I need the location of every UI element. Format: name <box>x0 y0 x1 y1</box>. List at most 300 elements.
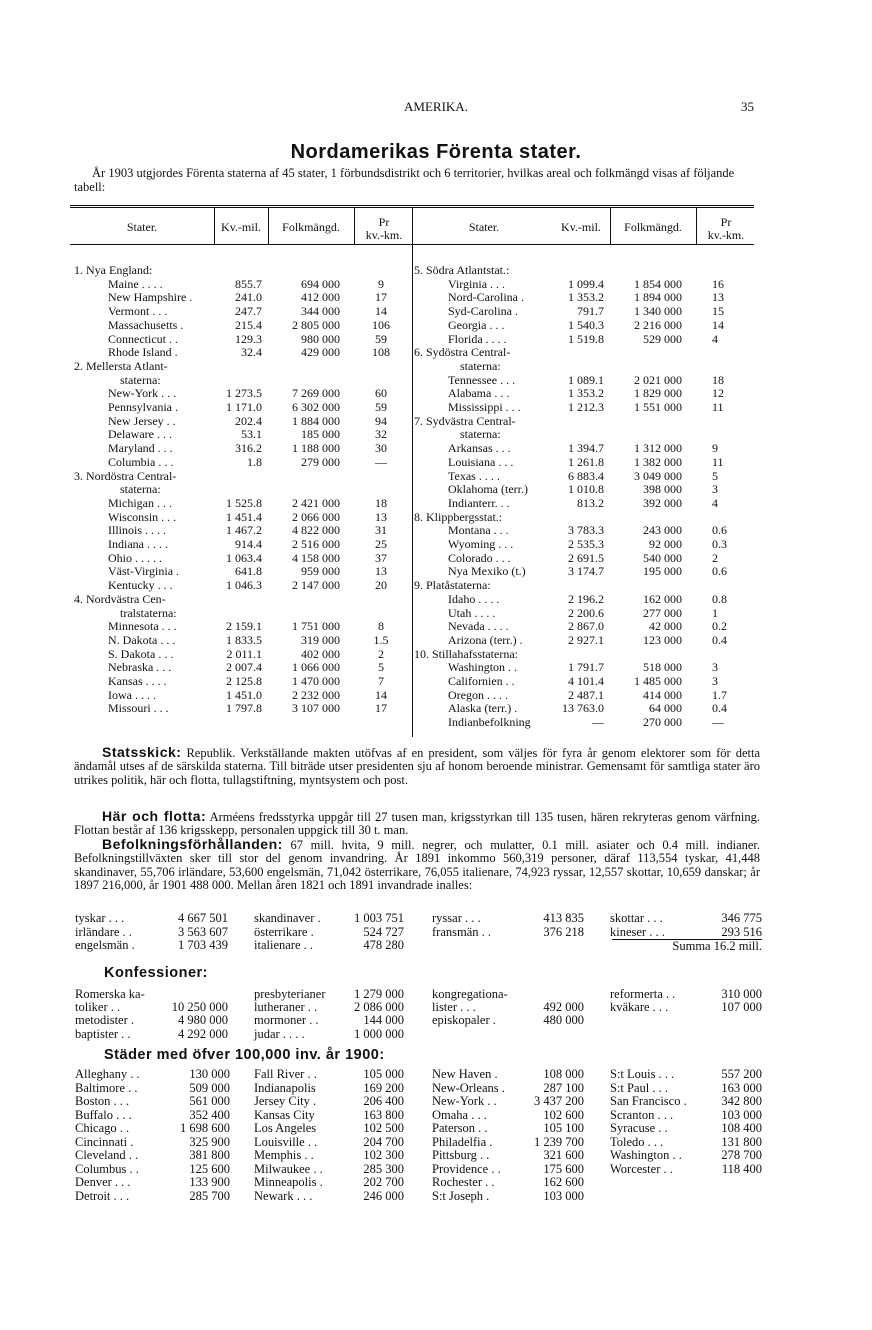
state-name: Väst-Virginia . <box>108 564 180 579</box>
row-label: kväkare . . . <box>610 1000 669 1015</box>
row-label: Pittsburg . . <box>432 1148 490 1162</box>
area-value: 2 200.6 <box>568 605 604 620</box>
density-value: 17 <box>375 290 387 305</box>
area-value: 316.2 <box>235 441 262 456</box>
befolkning-lead: Befolkningsförhållanden: <box>102 836 283 852</box>
density-value: 8 <box>378 619 384 634</box>
state-name: Missouri . . . <box>108 701 169 716</box>
page-number: 35 <box>741 99 754 114</box>
row-value: 287 100 <box>543 1080 584 1095</box>
area-value: 791.7 <box>577 304 604 319</box>
population-value: 2 421 000 <box>292 495 340 510</box>
density-value: 59 <box>375 331 387 346</box>
table-col-divider <box>696 207 697 244</box>
population-value: 980 000 <box>301 331 340 346</box>
density-value: 3 <box>712 674 718 688</box>
area-value: 1 467.2 <box>226 523 262 538</box>
density-value: 13 <box>712 290 724 305</box>
area-value: 1 261.8 <box>568 454 604 469</box>
state-name: Columbia . . . <box>108 454 174 469</box>
area-value: 4 101.4 <box>568 674 604 688</box>
region-heading: 10. Stillahafsstaterna: <box>414 646 518 661</box>
population-value: 185 000 <box>301 427 340 442</box>
row-value: 105 000 <box>363 1067 404 1081</box>
area-value: 855.7 <box>235 276 262 291</box>
state-name: Utah . . . . <box>448 605 496 620</box>
row-value: 133 900 <box>189 1175 230 1189</box>
area-value: 1 540.3 <box>568 317 604 332</box>
density-value: 15 <box>712 304 724 319</box>
row-label: Columbus . . <box>75 1161 139 1176</box>
population-value: 92 000 <box>649 537 682 551</box>
density-value: 12 <box>712 386 724 401</box>
row-value: 4 292 000 <box>178 1026 228 1041</box>
area-value: 2 927.1 <box>568 632 604 647</box>
population-value: 6 302 000 <box>292 400 340 414</box>
row-value: 175 600 <box>543 1161 584 1176</box>
population-value: 398 000 <box>643 482 682 497</box>
region-heading: 7. Sydvästra Central- <box>414 413 516 428</box>
population-value: 1 066 000 <box>292 660 340 675</box>
state-name: Illinois . . . . <box>108 523 167 538</box>
table-col-divider <box>268 207 269 244</box>
row-value: 1 000 000 <box>354 1026 404 1041</box>
row-label: Washington . . <box>610 1148 682 1162</box>
density-value: 4 <box>712 495 718 510</box>
population-value: 402 000 <box>301 646 340 661</box>
density-value: 0.6 <box>712 564 727 579</box>
area-value: 1 099.4 <box>568 276 604 291</box>
row-value: 163 000 <box>721 1080 762 1095</box>
row-label: Fall River . . <box>254 1067 317 1081</box>
population-value: 277 000 <box>643 605 682 620</box>
header-kvmil-left: Kv.-mil. <box>221 220 261 234</box>
density-value: 9 <box>712 441 718 456</box>
area-value: 813.2 <box>577 495 604 510</box>
row-label: S:t Paul . . . <box>610 1080 668 1095</box>
density-value: 32 <box>375 427 387 442</box>
density-value: 13 <box>375 564 387 579</box>
population-value: 64 000 <box>649 701 682 716</box>
density-value: 0.6 <box>712 523 727 538</box>
row-label: Indianapolis <box>254 1080 316 1095</box>
population-value: 412 000 <box>301 290 340 305</box>
area-value: 13 763.0 <box>562 701 604 716</box>
area-value: 2 535.3 <box>568 537 604 551</box>
area-value: 1 394.7 <box>568 441 604 456</box>
density-value: 4 <box>712 331 718 346</box>
area-value: 1 212.3 <box>568 400 604 414</box>
row-value: 4 980 000 <box>178 1013 228 1028</box>
befolkning-text: 67 mill. hvita, 9 mill. negrer, och mulatter, 0.1 mill. asiater och 0.4 mill. indianer. Befolkningstillväxten sker till stor del genom invandring. År 1891 inkommo 560,319 personer, däraf 113,554 tyskar, 41,448 skandinaver, 55,706 irländare, 53,600 engelsmän, 71,042 österrikare, 76,055 italienare, 74,923 ryssar, 12,557 skottar, 10,659 danskar; år 1897 216,000, år 1901 488 000. Mellan åren 1821 och 1891 invandrade inalles: <box>74 838 761 892</box>
population-value: 429 000 <box>301 345 340 360</box>
row-label: San Francisco . <box>610 1094 687 1108</box>
area-value: 53.1 <box>241 427 262 442</box>
density-value: 13 <box>375 509 387 524</box>
area-value: 2 011.1 <box>226 646 262 661</box>
density-value: 5 <box>712 468 718 483</box>
row-label: skottar . . . <box>610 911 663 925</box>
row-value: 103 000 <box>721 1107 762 1122</box>
density-value: 17 <box>375 701 387 716</box>
density-value: 14 <box>712 317 724 332</box>
area-value: 1 171.0 <box>226 400 262 414</box>
state-name: Rhode Island . <box>108 345 178 360</box>
area-value: 2 691.5 <box>568 550 604 565</box>
row-value: 293 516 <box>721 924 762 939</box>
header-pr-left: Pr <box>378 215 390 229</box>
state-name: Kansas . . . . <box>108 674 167 688</box>
row-label: Cleveland . . <box>75 1148 139 1162</box>
population-value: 7 269 000 <box>292 386 340 401</box>
density-value: 18 <box>712 372 724 387</box>
area-value: 1 791.7 <box>568 660 604 675</box>
state-name: Montana . . . <box>448 523 509 538</box>
density-value: 94 <box>375 413 387 428</box>
intro-paragraph: År 1903 utgjordes Förenta staterna af 45 stater, 1 förbundsdistrikt och 6 territorier, hvilkas areal och folkmängd visas af följande tabell: <box>74 166 735 194</box>
state-name: Louisiana . . . <box>448 454 514 469</box>
population-value: 1 485 000 <box>634 674 682 688</box>
statsskick-text: Republik. Verkställande makten utöfvas af en president, som väljes för fyra år genom elektorer som för detta ändamål utses af de särskilda staterna. Till biträde utser presidenten sju af honom beroende ministrar. Gemensamt för samtliga stater äro utrikes politik, här och flotta, tullagstiftning, myntsystem och post. <box>74 746 760 787</box>
state-name: S. Dakota . . . <box>108 646 174 661</box>
row-value: 108 400 <box>721 1121 762 1135</box>
row-label: New-Orleans . <box>432 1080 505 1095</box>
population-value: 1 751 000 <box>292 619 340 634</box>
row-label: fransmän . . <box>432 924 492 939</box>
row-label: Boston . . . <box>75 1094 130 1108</box>
state-name: Georgia . . . <box>448 317 505 332</box>
table-col-divider <box>214 207 215 244</box>
row-label: Philadelfia . <box>432 1134 493 1149</box>
row-label: Jersey City . <box>254 1094 317 1108</box>
row-label: Buffalo . . . <box>75 1107 132 1122</box>
area-value: 1 797.8 <box>226 701 262 716</box>
row-value: 1 003 751 <box>354 911 404 925</box>
density-value: 0.4 <box>712 632 727 647</box>
row-value: 204 700 <box>363 1134 404 1149</box>
region-heading: 6. Sydöstra Central- <box>414 345 511 360</box>
row-value: 325 900 <box>189 1134 230 1149</box>
row-label: lutheraner . . <box>254 1000 318 1015</box>
area-value: 1 353.2 <box>568 386 604 401</box>
population-value: 1 854 000 <box>634 276 682 291</box>
state-name: Indiana . . . . <box>108 537 168 551</box>
state-name: Texas . . . . <box>448 468 500 483</box>
state-name: Indianterr. . . <box>448 495 510 510</box>
row-label: irländare . . <box>75 924 132 939</box>
state-name: Minnesota . . . <box>108 619 177 634</box>
row-label: mormoner . . <box>254 1013 319 1028</box>
row-label: Baltimore . . <box>75 1080 138 1095</box>
density-value: 1 <box>712 605 718 620</box>
row-value: 102 300 <box>363 1148 404 1162</box>
state-name: Connecticut . . <box>108 331 178 346</box>
density-value: 18 <box>375 495 387 510</box>
table-center-divider <box>412 207 413 737</box>
area-value: — <box>592 715 604 730</box>
density-value: 11 <box>712 454 724 469</box>
row-value: 102 600 <box>543 1107 584 1122</box>
row-value: 10 250 000 <box>171 1000 228 1015</box>
population-value: 243 000 <box>643 523 682 538</box>
region-heading: 4. Nordvästra Cen- <box>74 591 166 606</box>
population-value: 1 884 000 <box>292 413 340 428</box>
table-top-rule <box>70 205 754 206</box>
table-col-divider <box>610 207 611 244</box>
row-label: ryssar . . . <box>432 911 481 925</box>
state-name: Syd-Carolina . <box>448 304 518 319</box>
state-name: Indianbefolkning <box>448 715 531 730</box>
area-value: 2 125.8 <box>226 674 262 688</box>
row-value: 4 667 501 <box>178 911 228 925</box>
density-value: 14 <box>375 687 387 702</box>
area-value: 914.4 <box>235 537 262 551</box>
row-label: Detroit . . . <box>75 1188 130 1203</box>
area-value: 2 159.1 <box>226 619 262 634</box>
state-name: staterna: <box>460 427 501 442</box>
row-value: 321 600 <box>543 1148 584 1162</box>
state-name: Florida . . . . <box>448 331 507 346</box>
region-heading: 8. Klippbergsstat.: <box>414 509 503 524</box>
row-label: Denver . . . <box>75 1175 131 1189</box>
density-value: 0.2 <box>712 619 727 634</box>
area-value: 1 010.8 <box>568 482 604 497</box>
header-folkmangd-left: Folkmängd. <box>282 220 340 234</box>
population-value: 2 516 000 <box>292 537 340 551</box>
density-value: 20 <box>375 578 387 593</box>
density-value: 106 <box>372 317 390 332</box>
area-value: 2 867.0 <box>568 619 604 634</box>
row-label: Minneapolis . <box>254 1175 323 1189</box>
row-label: lister . . . <box>432 1000 476 1015</box>
area-value: 247.7 <box>235 304 262 319</box>
population-value: 694 000 <box>301 276 340 291</box>
row-value: 342 800 <box>721 1094 762 1108</box>
row-label: Los Angeles <box>254 1121 317 1135</box>
population-value: 414 000 <box>643 687 682 702</box>
density-value: 7 <box>378 674 384 688</box>
density-value: 14 <box>375 304 387 319</box>
row-value: 206 400 <box>363 1094 404 1108</box>
state-name: Ohio . . . . . <box>108 550 162 565</box>
area-value: 1 063.4 <box>226 550 262 565</box>
state-name: staterna: <box>460 358 501 373</box>
row-value: 310 000 <box>721 987 762 1001</box>
population-value: 518 000 <box>643 660 682 675</box>
population-value: 319 000 <box>301 632 340 647</box>
state-name: tralstaterna: <box>120 605 177 620</box>
state-name: Nord-Carolina . <box>448 290 524 305</box>
row-value: 413 835 <box>543 911 584 925</box>
area-value: 641.8 <box>235 564 262 579</box>
row-label: S:t Joseph . <box>432 1188 490 1203</box>
row-value: 285 700 <box>189 1188 230 1203</box>
population-value: 123 000 <box>643 632 682 647</box>
density-value: 11 <box>712 400 724 414</box>
area-value: 1 089.1 <box>568 372 604 387</box>
row-label: engelsmän . <box>75 938 135 952</box>
state-name: Pennsylvania . <box>108 400 178 414</box>
state-name: Wyoming . . . <box>448 537 514 551</box>
population-value: 1 470 000 <box>292 674 340 688</box>
row-value: 103 000 <box>543 1188 584 1203</box>
population-value: 540 000 <box>643 550 682 565</box>
state-name: Nya Mexiko (t.) <box>448 564 526 579</box>
area-value: 6 883.4 <box>568 468 604 483</box>
row-label: Toledo . . . <box>610 1134 664 1149</box>
region-heading: 3. Nordöstra Central- <box>74 468 177 483</box>
row-value: 130 000 <box>189 1067 230 1081</box>
density-value: 0.3 <box>712 537 727 551</box>
density-value: 9 <box>378 276 384 291</box>
state-name: Idaho . . . . <box>448 591 500 606</box>
row-value: 524 727 <box>363 924 404 939</box>
population-value: 162 000 <box>643 591 682 606</box>
row-label: judar . . . . <box>254 1026 305 1041</box>
row-value: 246 000 <box>363 1188 404 1203</box>
row-label: Alleghany . . <box>75 1067 140 1081</box>
area-value: 1 046.3 <box>226 578 262 593</box>
state-name: Washington . . <box>448 660 518 675</box>
row-label: skandinaver . <box>254 911 321 925</box>
row-label: Syracuse . . <box>610 1121 668 1135</box>
population-value: 1 894 000 <box>634 290 682 305</box>
row-label: Worcester . . <box>610 1161 673 1176</box>
population-value: 1 312 000 <box>634 441 682 456</box>
row-label: reformerta . . <box>610 987 676 1001</box>
state-name: New Jersey . . <box>108 413 176 428</box>
har-paragraph <box>74 810 760 838</box>
state-name: Mississippi . . . <box>448 400 521 414</box>
population-value: 3 107 000 <box>292 701 340 716</box>
header-stater-right: Stater. <box>468 220 500 234</box>
population-value: 4 822 000 <box>292 523 340 538</box>
row-value: 285 300 <box>363 1161 404 1176</box>
population-value: 2 147 000 <box>292 578 340 593</box>
region-heading: 1. Nya England: <box>74 263 153 277</box>
area-value: 1 525.8 <box>226 495 262 510</box>
region-heading: 5. Södra Atlantstat.: <box>414 263 510 277</box>
area-value: 3 783.3 <box>568 523 604 538</box>
state-name: Michigan . . . <box>108 495 172 510</box>
area-value: 215.4 <box>235 317 262 332</box>
population-value: 1 382 000 <box>634 454 682 469</box>
row-label: Scranton . . . <box>610 1107 674 1122</box>
density-value: 59 <box>375 400 387 414</box>
row-value: 3 437 200 <box>534 1094 584 1108</box>
row-label: Milwaukee . . <box>254 1161 323 1176</box>
region-heading: 2. Mellersta Atlant- <box>74 358 168 373</box>
row-value: 163 800 <box>363 1107 404 1122</box>
row-value: 107 000 <box>721 1000 762 1015</box>
population-value: 392 000 <box>643 495 682 510</box>
density-value: 37 <box>375 550 387 565</box>
stader-title: Städer med öfver 100,000 inv. år 1900: <box>104 1047 385 1063</box>
state-name: Oregon . . . . <box>448 687 508 702</box>
row-value: 376 218 <box>543 924 584 939</box>
row-label: toliker . . <box>75 1000 121 1015</box>
population-value: 1 829 000 <box>634 386 682 401</box>
row-value: 509 000 <box>189 1080 230 1095</box>
state-name: Californien . . <box>448 674 515 688</box>
population-value: 270 000 <box>643 715 682 730</box>
row-value: 1 703 439 <box>178 938 228 952</box>
population-value: 959 000 <box>301 564 340 579</box>
row-value: 105 100 <box>543 1121 584 1135</box>
area-value: 1 353.2 <box>568 290 604 305</box>
befolkning-paragraph <box>74 838 760 892</box>
population-value: 2 216 000 <box>634 317 682 332</box>
state-name: Vermont . . . <box>108 304 168 319</box>
state-name: Massachusetts . <box>108 317 184 332</box>
population-value: 42 000 <box>649 619 682 634</box>
state-name: New Hampshire . <box>108 290 193 305</box>
density-value: — <box>375 454 387 469</box>
area-value: 129.3 <box>235 331 262 346</box>
state-name: Kentucky . . . <box>108 578 173 593</box>
header-prkm-left: kv.-km. <box>365 228 403 242</box>
row-value: 144 000 <box>363 1013 404 1028</box>
row-value: 561 000 <box>189 1094 230 1108</box>
state-name: Virginia . . . <box>448 276 506 291</box>
area-value: 1 451.4 <box>226 509 262 524</box>
row-value: 125 600 <box>189 1161 230 1176</box>
row-value: 202 700 <box>363 1175 404 1189</box>
row-value: 1 698 600 <box>180 1121 230 1135</box>
page-title: Nordamerikas Förenta stater. <box>290 141 582 163</box>
population-value: 195 000 <box>643 564 682 579</box>
state-name: N. Dakota . . . <box>108 632 176 647</box>
row-value: 118 400 <box>721 1161 762 1176</box>
row-label: metodister . <box>75 1013 135 1028</box>
density-value: 0.4 <box>712 701 727 716</box>
area-value: 2 007.4 <box>226 660 262 675</box>
state-name: Iowa . . . . <box>108 687 156 702</box>
row-value: 480 000 <box>543 1013 584 1028</box>
area-value: 2 487.1 <box>568 687 604 702</box>
area-value: 1.8 <box>247 454 262 469</box>
area-value: 202.4 <box>235 413 262 428</box>
row-label: Memphis . . <box>254 1148 314 1162</box>
density-value: 16 <box>712 276 724 291</box>
state-name: staterna: <box>120 372 161 387</box>
density-value: 1.5 <box>373 632 389 647</box>
har-text: Arméens fredsstyrka uppgår till 27 tusen man, krigsstyrkan till 135 tusen, hären rekryteras genom värfning. Flottan består af 136 krigsskepp, personalen uppgick till 30 t. man. <box>74 810 761 838</box>
state-name: Tennessee . . . <box>448 372 516 387</box>
row-value: 1 239 700 <box>534 1134 584 1149</box>
area-value: 1 519.8 <box>568 331 604 346</box>
population-value: 1 340 000 <box>634 304 682 319</box>
population-value: 344 000 <box>301 304 340 319</box>
population-value: 279 000 <box>301 454 340 469</box>
population-value: 2 232 000 <box>292 687 340 702</box>
table-col-divider <box>354 207 355 244</box>
density-value: 2 <box>378 646 384 661</box>
population-value: 3 049 000 <box>634 468 682 483</box>
area-value: 241.0 <box>235 290 262 305</box>
state-name: Alabama . . . <box>448 386 510 401</box>
population-value: 1 551 000 <box>634 400 682 414</box>
population-value: 4 158 000 <box>292 550 340 565</box>
row-label: Romerska ka- <box>75 987 145 1001</box>
density-value: 30 <box>375 441 387 456</box>
row-label: Rochester . . <box>432 1175 495 1189</box>
state-name: Nebraska . . . <box>108 660 172 675</box>
row-value: 102 500 <box>363 1121 404 1135</box>
state-name: New-York . . . <box>108 386 177 401</box>
row-label: Newark . . . <box>254 1188 313 1203</box>
statsskick-lead: Statsskick: <box>102 744 182 760</box>
